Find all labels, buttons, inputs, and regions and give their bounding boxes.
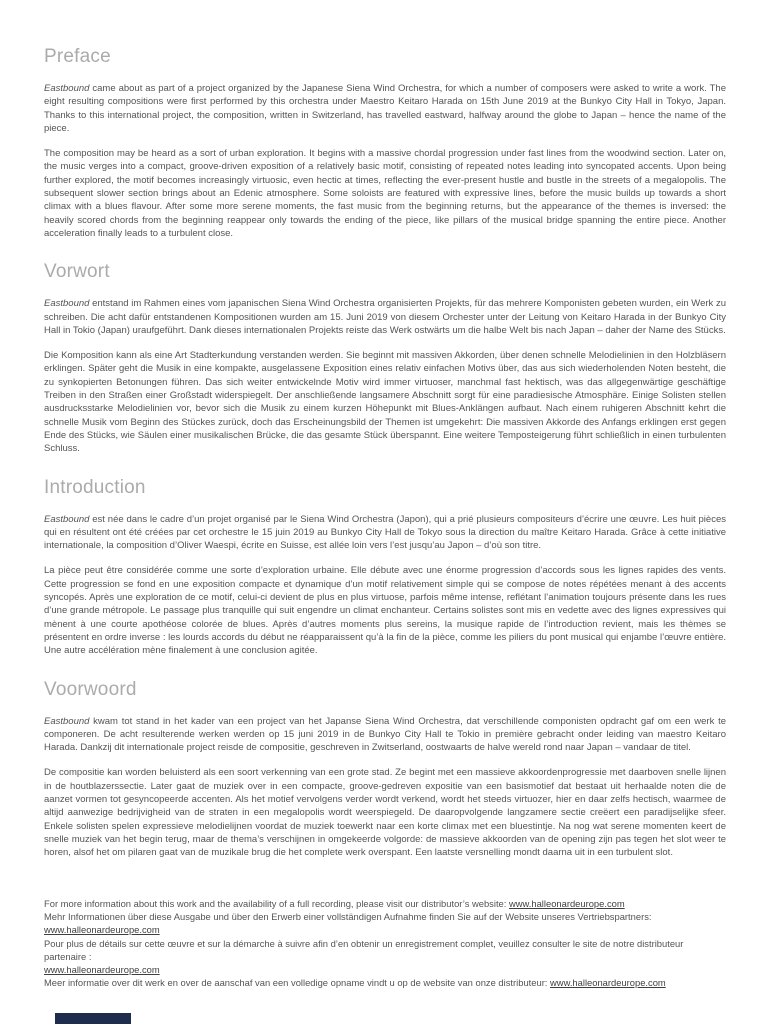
footer-line-nl (44, 976, 728, 989)
distributor-link-nl[interactable]: www.halleonardeurope.com (550, 977, 666, 989)
footer-text-fr: Pour plus de détails sur cette œuvre et sur la démarche à suivre afin d’en obtenir un enregistrement complet, veuillez consulter le site de notre distributeur partenaire : (44, 937, 684, 962)
vorwort-paragraph-1 (44, 297, 726, 337)
voorwoord-paragraph-2: De compositie kan worden beluisterd als een soort verkenning van een grote stad. Ze begint met een massieve akkoordenprogressie met daarboven snelle lijnen in de houtblazerssectie. Later gaat de muziek over in een compacte, groove-gedreven expositie van een basismotief dat bestaat uit herhaalde noten die de aanzet vormen tot gesyncopeerde accenten. Als het motief vervolgens verder wordt verkend, wordt het steeds virtuozer, hier en daar zelfs hectisch, waarmee de altijd aanwezige bedrijvigheid van de straten in een megalopolis wordt weerspiegeld. De daaropvolgende langzamere sectie creëert een paradijselijke sfeer. Enkele solisten spelen expressieve melodielijnen voordat de muziek toewerkt naar een korte climax met een bluestintje. Na nog wat serene momenten keert de snelle muziek van het begin terug, maar de thema’s verschijnen in omgekeerde volgorde: de massieve akkoorden van de opening zijn pas tegen het slot weer te horen, alsof het om pilaren gaat van de muzikale brug die het complete werk overspant. Een laatste versnelling mondt daarna uit in een turbulent slot. (44, 767, 726, 859)
voorwoord-paragraph-1-text: kwam tot stand in het kader van een project van het Japanse Siena Wind Orchestra, dat verschillende componisten opdracht gaf om een werk te componeren. De acht resulterende werken werden op 15 juni 2019 in de Bunkyo City Hall te Tokio in première gebracht onder leiding van maestro Keitaro Harada. Dankzij dit internationale project reisde de compositie, geschreven in Zwitserland, oostwaarts de halve wereld rond naar Japan – vandaar de titel. (44, 715, 726, 754)
voorwoord-heading: Voorwoord (44, 678, 137, 700)
footer-line-de (44, 910, 728, 936)
footer-text-nl: Meer informatie over dit werk en over de aanschaf van een volledige opname vindt u op de website van onze distributeur: (44, 977, 551, 989)
vorwort-heading: Vorwort (44, 261, 110, 283)
vorwort-paragraph-1-text: entstand im Rahmen eines vom japanischen Siena Wind Orchestra organisierten Projekts, für das mehrere Komponisten gebeten wurden, ein Werk zu schreiben. Die acht dafür entstandenen Kompositionen wurden am 15. Juni 2019 von diesem Orchester unter der Leitung von Keitaro Harada in der Bunkyo City Hall in Tokio (Japan) uraufgeführt. Dank dieses internationalen Projekts reiste das Werk ostwärts um die halbe Welt bis nach Japan – daher der Name des Stücks. (44, 298, 726, 336)
work-title-italic: Eastbound (44, 715, 90, 727)
section-voorwoord (44, 679, 726, 860)
distributor-link-fr[interactable]: www.halleonardeurope.com (44, 964, 160, 976)
introduction-paragraph-2: La pièce peut être considérée comme une sorte d’exploration urbaine. Elle débute avec une énorme progression d’accords sous les lignes rapides des vents. Cette progression se fond en une exposition compacte et dynamique d’un motif relativement simple qui se compose de notes répétées menant à des accents syncopés. Après une exploration de ce motif, celui-ci devient de plus en plus virtuose, parfois même intense, reflétant l’animation toujours présente dans les rues d’une grande métropole. Le passage plus tranquille qui suit engendre un climat enchanteur. Certains solistes sont mis en vedette avec des lignes expressives qui mènent à une courte apothéose colorée de blues. Après d’autres moments plus sereins, la musique rapide de l’introduction revient, mais les thèmes se présentent en ordre inverse : les lourds accords du début ne réapparaissent qu’à la fin de la pièce, comme les piliers du pont musical qui enjambe l’œuvre entière. Une autre accélération mène finalement à une conclusion agitée. (44, 565, 726, 657)
work-title-italic: Eastbound (44, 513, 90, 525)
section-preface (44, 46, 726, 240)
preface-paragraph-1 (44, 82, 726, 135)
distributor-footer (44, 897, 728, 989)
section-vorwort (44, 261, 726, 455)
section-introduction (44, 477, 726, 658)
footer-text-de: Mehr Informationen über diese Ausgabe und über den Erwerb einer vollständigen Aufnahme finden Sie auf der Website unseres Vertriebspartners: (44, 911, 652, 923)
footer-line-en (44, 897, 728, 910)
preface-heading: Preface (44, 46, 111, 67)
footer-text-en: For more information about this work and the availability of a full recording, please visit our distributor’s website: (44, 898, 509, 909)
introduction-paragraph-1 (44, 513, 726, 553)
work-title-italic: Eastbound (44, 83, 90, 94)
footer-accent-bar (55, 1013, 131, 1024)
work-title-italic: Eastbound (44, 298, 90, 310)
voorwoord-paragraph-1 (44, 715, 726, 755)
introduction-paragraph-1-text: est née dans le cadre d’un projet organisé par le Siena Wind Orchestra (Japon), qui a prié plusieurs compositeurs d’écrire une œuvre. Les huit pièces qui en résultent ont été créées par cet orchestre le 15 juin 2019 au Bunkyo City Hall de Tokyo sous la direction du maître Keitaro Harada. Grâce à cette initiative internationale, la composition d’Oliver Waespi, écrite en Suisse, est allée loin vers l’est jusqu’au Japon – d’où son titre. (44, 513, 726, 552)
distributor-link-de[interactable]: www.halleonardeurope.com (44, 924, 160, 936)
preface-paragraph-1-text: came about as part of a project organized by the Japanese Siena Wind Orchestra, for which a number of composers were asked to write a work. The eight resulting compositions were first performed by this orchestra under Maestro Keitaro Harada on 15th June 2019 at the Bunkyo City Hall in Tokyo, Japan. Thanks to this international project, the composition, written in Switzerland, has travelled eastward, halfway around the globe to Japan – hence the name of the piece. (44, 83, 726, 134)
introduction-heading: Introduction (44, 476, 146, 498)
distributor-link-en[interactable]: www.halleonardeurope.com (508, 898, 625, 909)
program-notes (44, 46, 726, 880)
footer-line-fr (44, 937, 728, 977)
vorwort-paragraph-2: Die Komposition kann als eine Art Stadterkundung verstanden werden. Sie beginnt mit massiven Akkorden, über denen schnelle Melodielinien in den Holzbläsern erklingen. Später geht die Musik in eine kompakte, ausgelassene Exposition eines relativ einfachen Motivs über, das aus sich wiederholenden Noten besteht, die zu synkopierten Betonungen führen. Das sich weiter entwickelnde Motiv wird immer virtuoser, manchmal fast hektisch, was das allgegenwärtige geschäftige Treiben in den Straßen einer Großstadt widerspiegelt. Der anschließende langsamere Abschnitt sorgt für eine paradiesische Atmosphäre. Einige Solisten stellen ausdrucksstarke Melodielinien vor, bevor sich die Musik zu einem kurzen Höhepunkt mit Blues-Anklängen aufbaut. Nach einem ruhigeren Abschnitt kehrt die schnelle Musik vom Beginn des Stückes zurück, doch das Erscheinungsbild der Themen ist umgekehrt: Die massiven Akkorde des Anfangs erklingen erst gegen Ende des Stücks, wie Säulen einer musikalischen Brücke, die das gesamte Stück überspannt. Eine weitere Temposteigerung führt schließlich in einen turbulenten Schluss. (44, 350, 726, 455)
preface-paragraph-2: The composition may be heard as a sort of urban exploration. It begins with a massive chordal progression under fast lines from the woodwind section. Later on, the music verges into a compact, groove-driven exposition of a relatively basic motif, consisting of repeated notes leading into syncopated accents. Upon being further explored, the motif becomes increasingly virtuosic, even hectic at times, reflecting the ever-present hustle and bustle in the streets of a megalopolis. The subsequent slower section brings about an Edenic atmosphere. Some soloists are featured with expressive lines, before the music builds up towards a short climax with a blues flavour. After some more serene moments, the fast music from the beginning returns, but the appearance of the themes is inversed: the heavily scored chords from the beginning reappear only towards the ending of the piece, like pillars of the musical bridge spanning the entire piece. Another acceleration finally leads to a turbulent close. (44, 148, 726, 239)
